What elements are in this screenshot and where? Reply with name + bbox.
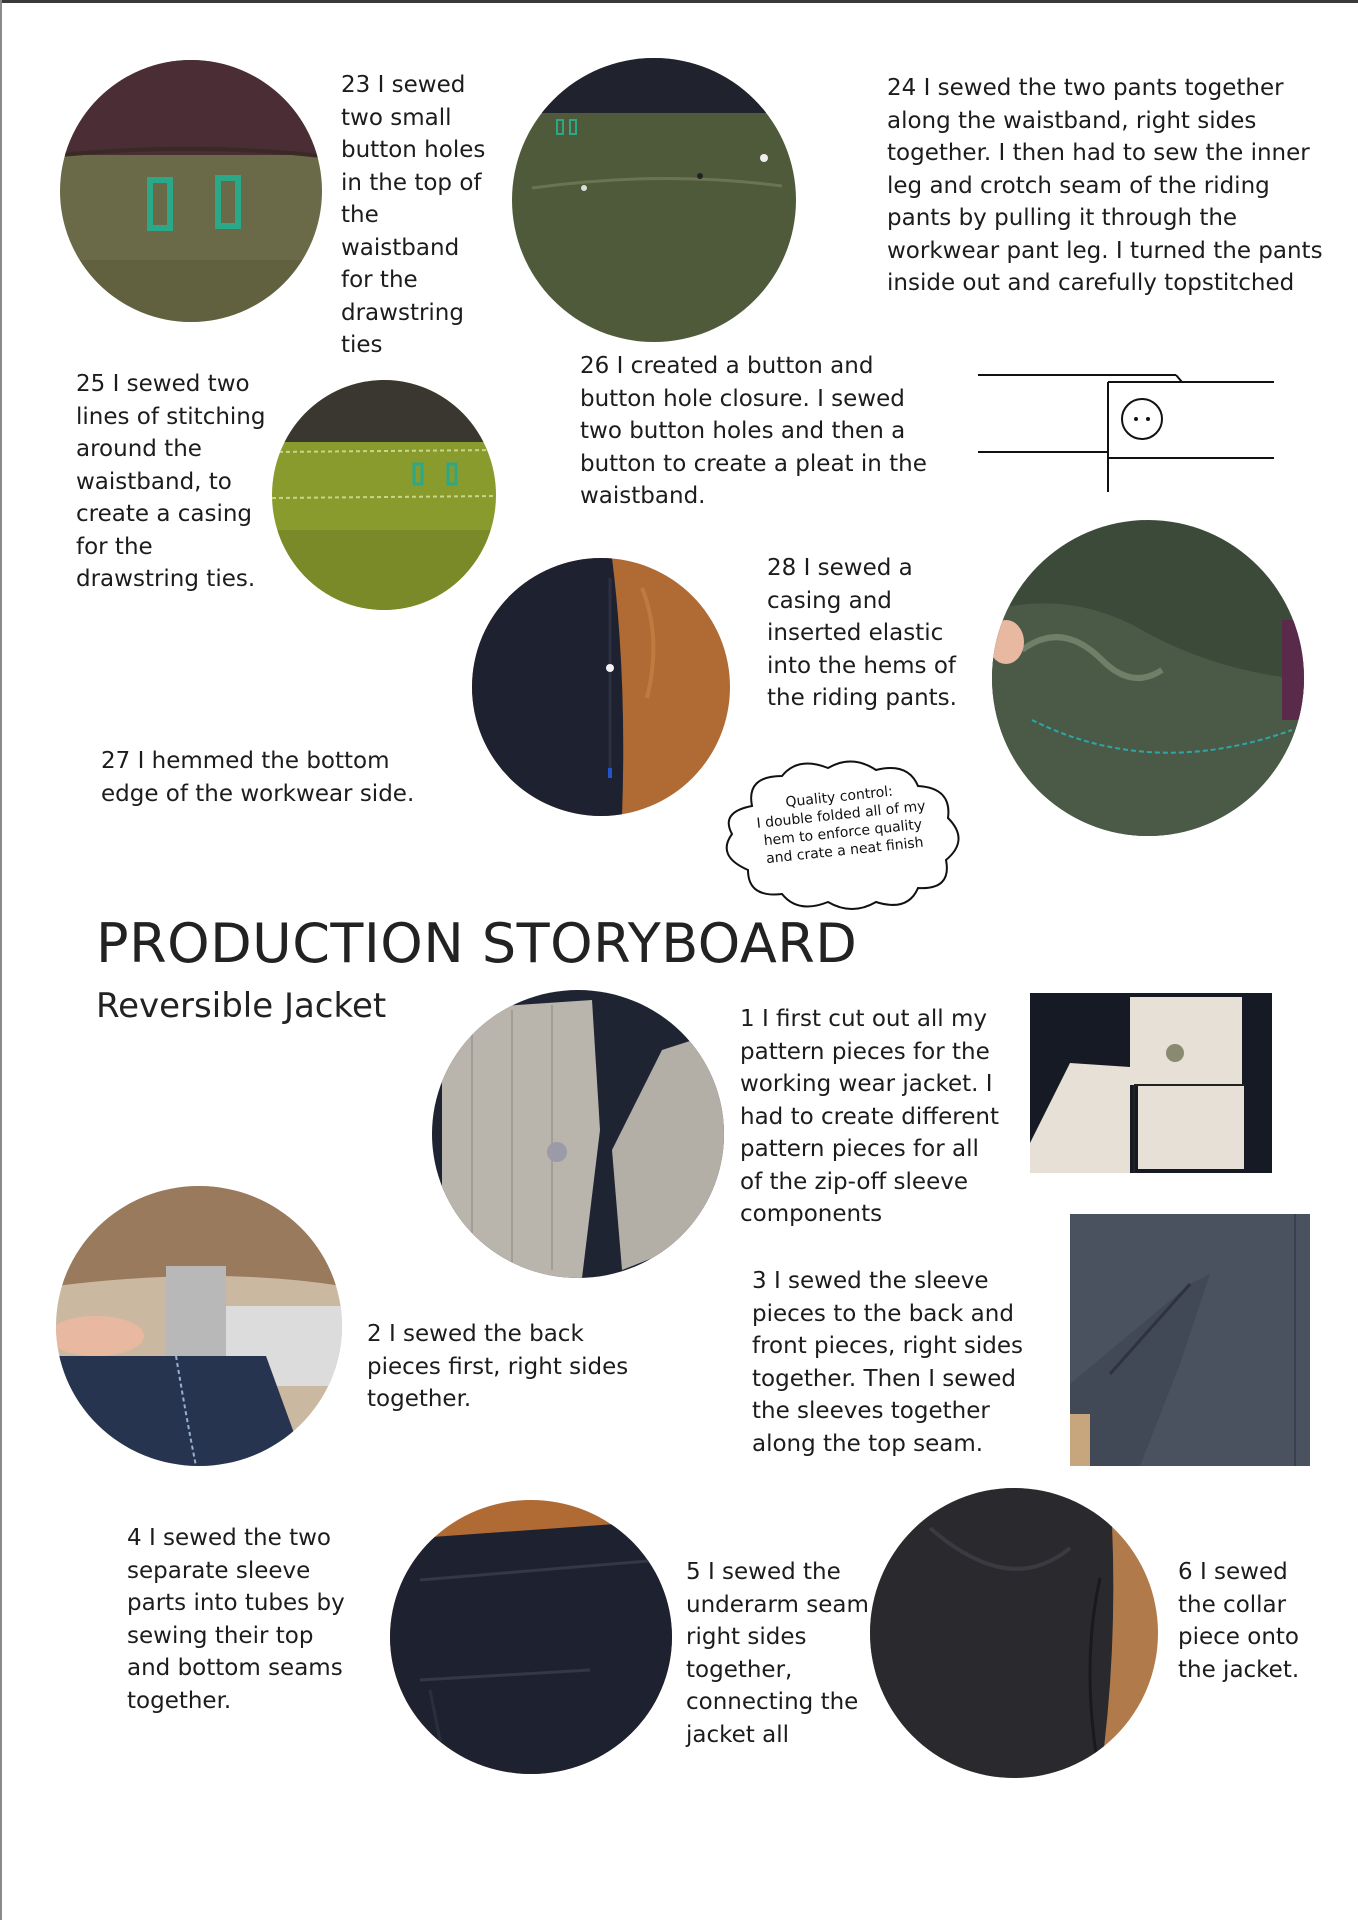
page-title: PRODUCTION STORYBOARD [96,912,858,975]
step-28-text: 28 I sewed a casing and inserted elastic into the hems of the riding pants. [767,555,957,711]
step-23-text: 23 I sewed two small button holes in the top of the waistband for the drawstring ties [341,72,486,358]
photo-step-28-elastic [992,520,1304,836]
step-6-text: 6 I sewed the collar piece onto the jacket. [1178,1559,1300,1683]
photo-step-2-sewing-machine [56,1186,342,1466]
step-27-text: 27 I hemmed the bottom edge of the workwear side. [101,748,415,807]
step-4-text: 4 I sewed the two separate sleeve parts into tubes by sewing their top and bottom seams together. [127,1525,345,1714]
page-subtitle: Reversible Jacket [96,986,387,1026]
photo-step-27-hem [472,558,730,816]
step-24-text: 24 I sewed the two pants together along the waistband, right sides together. I then had to sew the inner leg and crotch seam of the riding pants by pulling it through the workwear pant leg. I turned the pants inside out and carefully topstitched [887,75,1323,296]
button-icon [1122,399,1162,439]
photo-step-3-sleeve-seam [1070,1214,1310,1466]
photo-step-4-sleeve-tubes [390,1500,672,1774]
photo-step-23-buttonholes [60,60,322,322]
photo-step-25-casing [272,380,496,610]
step-25-text: 25 I sewed two lines of stitching around the waistband, to create a casing for the drawstring ties. [76,371,266,592]
step-1-text: 1 I first cut out all my pattern pieces for the working wear jacket. I had to create different pattern pieces for all of the zip-off sleeve components [740,1006,999,1227]
step-5-text: 5 I sewed the underarm seam right sides together, connecting the jacket all [686,1559,869,1748]
photo-step-24-waistband [512,58,796,342]
photo-step-1-pattern [432,990,724,1278]
page-top-border [0,0,1358,3]
diagram-button-pleat [976,368,1276,492]
photo-step-1-cut-pieces [1030,993,1272,1173]
quality-control-text: Quality control: I double folded all of my hem to enforce quality and crate a neat finish [755,783,927,868]
step-3-text: 3 I sewed the sleeve pieces to the back and front pieces, right sides together. Then I sewed the sleeves together along the top seam. [752,1268,1024,1457]
photo-step-5-underarm [870,1488,1158,1778]
page-left-border [0,0,2,1920]
step-2-text: 2 I sewed the back pieces first, right sides together. [367,1321,629,1412]
step-26-text: 26 I created a button and button hole closure. I sewed two button holes and then a button to create a pleat in the waistband. [580,353,927,509]
